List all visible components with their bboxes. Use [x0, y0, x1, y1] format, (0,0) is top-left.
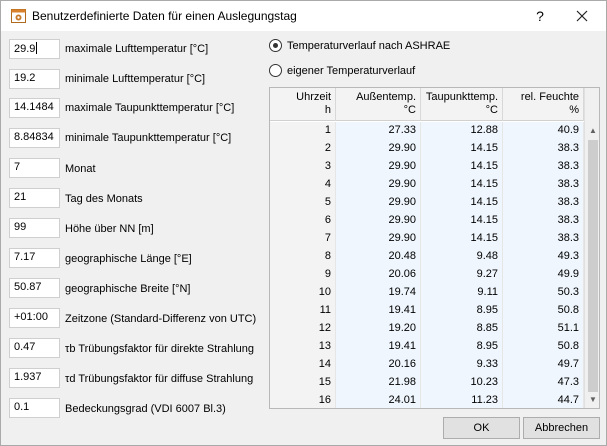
cell-humidity[interactable]: 38.3: [503, 158, 584, 176]
cell-dewpoint[interactable]: 12.88: [421, 122, 503, 140]
text-caret: [36, 42, 37, 54]
cell-outdoor-temp[interactable]: 29.90: [336, 230, 421, 248]
cell-humidity[interactable]: 49.9: [503, 266, 584, 284]
cell-dewpoint[interactable]: 8.85: [421, 320, 503, 338]
cell-humidity[interactable]: 50.8: [503, 302, 584, 320]
table-row[interactable]: [270, 122, 584, 140]
direct-turbidity-label: τb Trübungsfaktor für direkte Strahlung: [65, 343, 255, 355]
latitude-label: geographische Breite [°N]: [65, 283, 191, 295]
column-title: rel. Feuchte: [520, 91, 579, 103]
cell-humidity[interactable]: 49.3: [503, 248, 584, 266]
cell-humidity[interactable]: 51.1: [503, 320, 584, 338]
help-button[interactable]: ?: [536, 8, 544, 24]
table-header: [270, 88, 584, 121]
table-row[interactable]: [270, 302, 584, 320]
arrow-down-icon[interactable]: ▼: [589, 395, 597, 404]
max-dewpoint-input[interactable]: 14.1484: [9, 98, 60, 118]
table-row[interactable]: [270, 230, 584, 248]
cell-dewpoint[interactable]: 9.33: [421, 356, 503, 374]
cell-hour[interactable]: 5: [270, 194, 336, 212]
cell-humidity[interactable]: 38.3: [503, 230, 584, 248]
cell-dewpoint[interactable]: 14.15: [421, 158, 503, 176]
column-title: Außentemp.: [356, 91, 416, 103]
custom-profile-radio[interactable]: [269, 64, 282, 77]
cell-outdoor-temp[interactable]: 19.41: [336, 302, 421, 320]
cell-hour[interactable]: 13: [270, 338, 336, 356]
diffuse-turbidity-label: τd Trübungsfaktor für diffuse Strahlung: [65, 373, 254, 385]
scrollbar-thumb[interactable]: [588, 140, 598, 392]
table-row[interactable]: [270, 266, 584, 284]
timezone-input[interactable]: +01:00: [9, 308, 60, 328]
table-row[interactable]: [270, 194, 584, 212]
cell-hour[interactable]: 15: [270, 374, 336, 392]
cell-hour[interactable]: 8: [270, 248, 336, 266]
cell-dewpoint[interactable]: 14.15: [421, 176, 503, 194]
cell-humidity[interactable]: 38.3: [503, 140, 584, 158]
cell-humidity[interactable]: 49.7: [503, 356, 584, 374]
cell-outdoor-temp[interactable]: 29.90: [336, 158, 421, 176]
table-row[interactable]: [270, 248, 584, 266]
table-row[interactable]: [270, 338, 584, 356]
cell-dewpoint[interactable]: 14.15: [421, 230, 503, 248]
cell-humidity[interactable]: 38.3: [503, 194, 584, 212]
cell-outdoor-temp[interactable]: 29.90: [336, 176, 421, 194]
cell-dewpoint[interactable]: 9.11: [421, 284, 503, 302]
cell-humidity[interactable]: 50.3: [503, 284, 584, 302]
cell-humidity[interactable]: 50.8: [503, 338, 584, 356]
cell-hour[interactable]: 2: [270, 140, 336, 158]
cell-outdoor-temp[interactable]: 29.90: [336, 140, 421, 158]
cell-humidity[interactable]: 44.7: [503, 392, 584, 409]
cell-dewpoint[interactable]: 10.23: [421, 374, 503, 392]
max-air-temp-label: maximale Lufttemperatur [°C]: [65, 43, 209, 55]
cell-humidity[interactable]: 47.3: [503, 374, 584, 392]
cell-hour[interactable]: 6: [270, 212, 336, 230]
table-row[interactable]: [270, 320, 584, 338]
table-row[interactable]: [270, 140, 584, 158]
column-unit: °C: [403, 104, 416, 116]
cell-dewpoint[interactable]: 8.95: [421, 302, 503, 320]
month-input[interactable]: 7: [9, 158, 60, 178]
cell-dewpoint[interactable]: 11.23: [421, 392, 503, 409]
cell-outdoor-temp[interactable]: 29.90: [336, 194, 421, 212]
min-dewpoint-input[interactable]: 8.84834: [9, 128, 60, 148]
cell-dewpoint[interactable]: 14.15: [421, 140, 503, 158]
column-unit: °C: [485, 104, 498, 116]
cancel-button[interactable]: Abbrechen: [523, 417, 600, 439]
column-title: Taupunkttemp.: [425, 91, 498, 103]
table-row[interactable]: [270, 158, 584, 176]
cell-hour[interactable]: 3: [270, 158, 336, 176]
longitude-label: geographische Länge [°E]: [65, 253, 192, 265]
ashrae-radio-label[interactable]: Temperaturverlauf nach ASHRAE: [287, 40, 451, 52]
ok-button[interactable]: OK: [443, 417, 520, 439]
cell-outdoor-temp[interactable]: 19.74: [336, 284, 421, 302]
cell-hour[interactable]: 11: [270, 302, 336, 320]
min-air-temp-label: minimale Lufttemperatur [°C]: [65, 73, 206, 85]
longitude-input[interactable]: 7.17: [9, 248, 60, 268]
day-label: Tag des Monats: [65, 193, 143, 205]
table-row[interactable]: [270, 284, 584, 302]
table-row[interactable]: [270, 374, 584, 392]
cell-outdoor-temp[interactable]: 27.33: [336, 122, 421, 140]
max-air-temp-input[interactable]: [9, 39, 60, 59]
close-icon: [567, 5, 597, 27]
timezone-label: Zeitzone (Standard-Differenz von UTC): [65, 313, 257, 325]
cell-outdoor-temp[interactable]: 21.98: [336, 374, 421, 392]
dialog-title: Benutzerdefinierte Daten für einen Auslegungstag: [32, 9, 297, 23]
cell-hour[interactable]: 16: [270, 392, 336, 409]
direct-turbidity-input[interactable]: 0.47: [9, 338, 60, 358]
table-row[interactable]: [270, 212, 584, 230]
cell-humidity[interactable]: 40.9: [503, 122, 584, 140]
cell-outdoor-temp[interactable]: 20.16: [336, 356, 421, 374]
gear-window-icon: [11, 9, 26, 23]
vertical-scrollbar[interactable]: [584, 88, 600, 408]
max-dewpoint-label: maximale Taupunkttemperatur [°C]: [65, 102, 235, 114]
diffuse-turbidity-input[interactable]: 1.937: [9, 368, 60, 388]
month-label: Monat: [65, 163, 96, 175]
cell-outdoor-temp[interactable]: 20.48: [336, 248, 421, 266]
cell-dewpoint[interactable]: 8.95: [421, 338, 503, 356]
cell-dewpoint[interactable]: 9.27: [421, 266, 503, 284]
cell-hour[interactable]: 10: [270, 284, 336, 302]
hourly-data-table: [269, 87, 600, 409]
min-air-temp-input[interactable]: 19.2: [9, 69, 60, 89]
ashrae-radio[interactable]: [269, 39, 282, 52]
cell-hour[interactable]: 7: [270, 230, 336, 248]
table-row[interactable]: [270, 392, 584, 409]
cell-outdoor-temp[interactable]: 29.90: [336, 212, 421, 230]
title-bar: [1, 1, 606, 31]
cell-outdoor-temp[interactable]: 24.01: [336, 392, 421, 409]
day-input[interactable]: 21: [9, 188, 60, 208]
cell-hour[interactable]: 14: [270, 356, 336, 374]
altitude-input[interactable]: 99: [9, 218, 60, 238]
cloud-cover-label: Bedeckungsgrad (VDI 6007 Bl.3): [65, 403, 226, 415]
column-header-outdoor-temp[interactable]: [336, 88, 421, 121]
latitude-input[interactable]: 50.87: [9, 278, 60, 298]
cell-hour[interactable]: 9: [270, 266, 336, 284]
custom-profile-radio-label[interactable]: eigener Temperaturverlauf: [287, 65, 416, 77]
arrow-up-icon[interactable]: ▲: [589, 126, 597, 135]
column-unit: %: [569, 104, 579, 116]
cell-hour[interactable]: 1: [270, 122, 336, 140]
cell-humidity[interactable]: 38.3: [503, 212, 584, 230]
column-header-dewpoint[interactable]: [421, 88, 503, 121]
column-title: Uhrzeit: [296, 91, 331, 103]
max-air-temp-value: 29.9: [14, 43, 36, 55]
table-row[interactable]: [270, 356, 584, 374]
altitude-label: Höhe über NN [m]: [65, 223, 154, 235]
cell-hour[interactable]: 12: [270, 320, 336, 338]
cell-dewpoint[interactable]: 14.15: [421, 212, 503, 230]
min-dewpoint-label: minimale Taupunkttemperatur [°C]: [65, 132, 232, 144]
cloud-cover-input[interactable]: 0.1: [9, 398, 60, 418]
column-header-humidity[interactable]: [503, 88, 584, 121]
cell-outdoor-temp[interactable]: 20.06: [336, 266, 421, 284]
cell-hour[interactable]: 4: [270, 176, 336, 194]
column-unit: h: [324, 104, 331, 116]
column-header-time[interactable]: [270, 88, 336, 121]
close-button[interactable]: [567, 5, 597, 27]
cell-dewpoint[interactable]: 14.15: [421, 194, 503, 212]
cell-outdoor-temp[interactable]: 19.41: [336, 338, 421, 356]
cell-dewpoint[interactable]: 9.48: [421, 248, 503, 266]
cell-humidity[interactable]: 38.3: [503, 176, 584, 194]
cell-outdoor-temp[interactable]: 19.20: [336, 320, 421, 338]
table-row[interactable]: [270, 176, 584, 194]
